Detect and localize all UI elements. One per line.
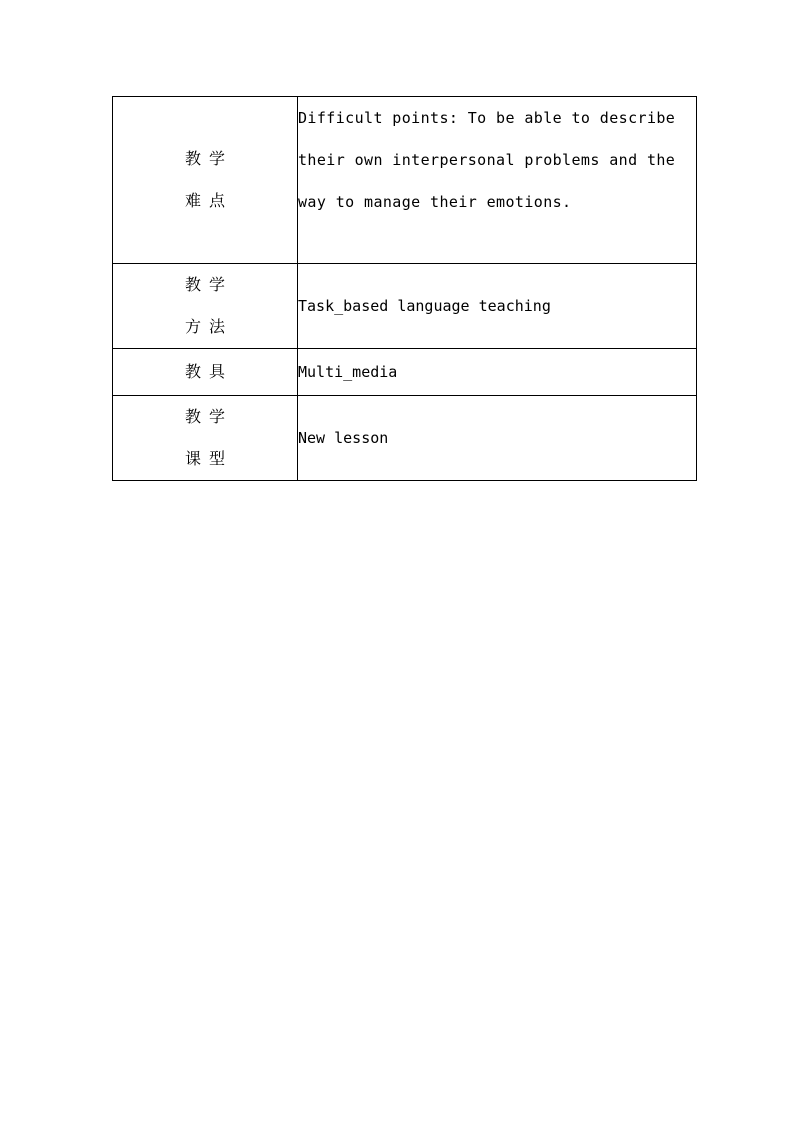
content-cell-teaching-method: Task_based language teaching: [298, 264, 697, 349]
label-line: 教学: [184, 275, 233, 294]
table-row-lesson-type: [113, 396, 697, 481]
difficult-points-text: Difficult points: To be able to describe their own interpersonal problems and the way to manage their emotions.: [298, 109, 676, 211]
label-cell-teaching-aids: [113, 349, 298, 396]
content-cell-difficult-points: [298, 97, 697, 264]
table-row-difficult-points: [113, 97, 697, 264]
label-cell-lesson-type: [113, 396, 298, 481]
table-row-teaching-method: [113, 264, 697, 349]
label-cell-teaching-method: [113, 264, 298, 349]
content-cell-teaching-aids: Multi_media: [298, 349, 697, 396]
table-row-teaching-aids: [113, 349, 697, 396]
label-line: 难点: [184, 191, 233, 210]
label-line: 教具: [184, 362, 233, 381]
lesson-plan-table: [112, 96, 697, 481]
label-line: 教学: [184, 407, 233, 426]
label-cell-difficult-points: [113, 97, 298, 264]
label-line: 教学: [184, 149, 233, 168]
label-line: 课型: [184, 449, 233, 468]
content-cell-lesson-type: New lesson: [298, 396, 697, 481]
label-line: 方法: [184, 317, 233, 336]
